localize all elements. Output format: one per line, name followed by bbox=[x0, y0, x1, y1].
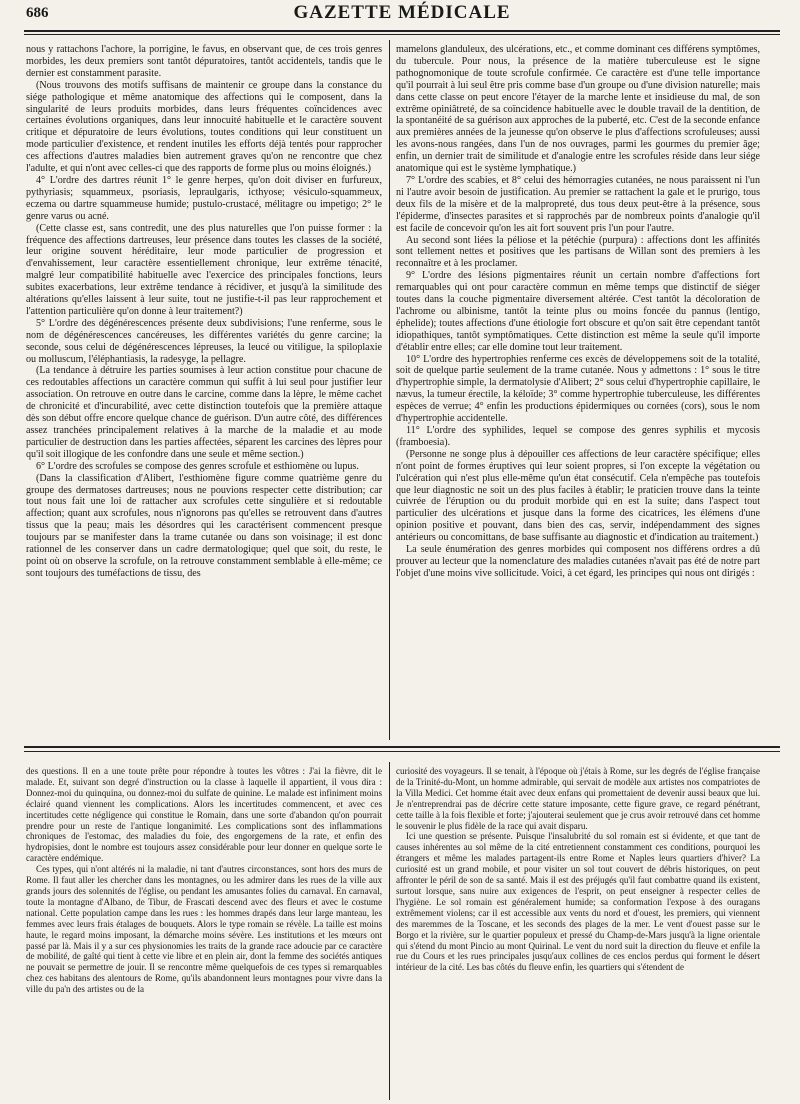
feuilleton-rule bbox=[24, 746, 780, 748]
paragraph: (Personne ne songe plus à dépouiller ces affections de leur caractère spécifique; elles n'ont point de formes éruptives qui leur soient propres, si l'on excepte la végétation ou l'ulcération qui n'est plus elle-même qu'un état consécutif. Cela n'empêche pas toutefois que leur diagnostic ne soit un des plus faciles à établir; le praticien trouve dans la teinte cuivrée de l'éruption ou du produit morbide qui en est la suite; dans l'aspect tout particulier des ulcérations et jusque dans la forme des cicatrices, les élémens d'une opinion positive et pouvant, dans bien des cas, servir, indépendamment des signes antérieurs ou concomittans, de base suffisante au diagnostic et d'indication au traitement.) bbox=[396, 448, 760, 544]
bottom-right-column bbox=[396, 766, 760, 1100]
masthead-title: GAZETTE MÉDICALE bbox=[293, 2, 511, 23]
top-right-column bbox=[396, 44, 760, 736]
paragraph: 11° L'ordre des syphilides, lequel se compose des genres syphilis et mycosis (framboesia). bbox=[396, 425, 760, 448]
paragraph: 4° L'ordre des dartres réunit 1° le genre herpes, qu'on doit diviser en furfureux, pythyriasis; squammeux, psoriasis, lepraulgaris, icthyose; vésiculo-squammeux, eczema ou dartre squammeuse humide; pustulo-crustacé, mélitagre ou impetigo; 2° le genre varus ou acné. bbox=[26, 174, 382, 222]
header-rule bbox=[24, 30, 780, 32]
top-left-column bbox=[26, 44, 382, 736]
paragraph: des questions. Il en a une toute prête pour répondre à toutes les vôtres : J'ai la fièvre, dit le malade. Et, suivant son degré d'instruction ou la classe à laquelle il appartient, il vous dira : Donnez-moi du quinquina, ou donnez-moi du sulfate de quinine. Le malade est infiniment moins éclairé quand viennent les complications. Alors les incertitudes commencent, et avec ces incertitudes cette négligence qui constitue le Romain, dans une sorte d'abandon qu'on pourrait prendre pour un reste de l'antique longanimité. Les complications sont des inflammations chroniques de l'estomac, des maladies du foie, des engorgemens de la rate, et enfin des hydropisies, dont le nombre est toujours assez considérable pour leur donner en quelque sorte le caractère endémique. bbox=[26, 766, 382, 864]
paragraph: La seule énumération des genres morbides qui composent nos différens ordres a dû prouver au lecteur que la nomenclature des maladies cutanées n'avait pas été de notre part l'objet d'une moins vive sollicitude. Voici, à cet égard, les principes qui nous ont dirigés : bbox=[396, 544, 760, 579]
bottom-column-divider bbox=[389, 762, 390, 1100]
top-column-divider bbox=[389, 40, 390, 740]
page-header bbox=[24, 0, 780, 26]
header-rule-thin bbox=[24, 34, 780, 35]
bottom-left-column bbox=[26, 766, 382, 1100]
paragraph: mamelons glanduleux, des ulcérations, etc., et comme dominant ces différens symptômes, du tubercule. Pour nous, la présence de la matière tuberculeuse est le signe pathognomonique de toute scrofule confirmée. Ce caractère est d'une telle importance qu'il pourrait à lui seul être pris comme base d'un groupe ou d'une division naturelle; mais dans cette classe on peut encore l'étayer de la marche lente et insidieuse du mal, de son extrême opiniâtreté, de sa coïncidence habituelle avec le double travail de la dentition, de la spontanéité de sa guérison aux approches de la puberté, etc. C'est de la seconde enfance aux premières années de la jeunesse qu'on observe le plus d'affections scrofuleuses; aussi les avons-nous rangées, dans l'un de nos ouvrages, parmi les gourmes du premier âge; enfin, un dernier trait de similitude et d'analogie entre les scrofules réside dans leur siége anatomique qui est le système lymphatique.) bbox=[396, 44, 760, 175]
paragraph: nous y rattachons l'achore, la porrigine, le favus, en observant que, de ces trois genres morbides, les deux premiers sont tantôt dépuratoires, tantôt accidentels, tandis que le dernier est constamment parasite. bbox=[26, 44, 382, 79]
paragraph: 10° L'ordre des hypertrophies renferme ces excès de développemens soit de la totalité, soit de quelque partie seulement de la trame cutanée. Nous y admettons : 1° sous le titre d'hypertrophie simple, la dermatolysie d'Alibert; 2° sous celui d'hypertrophie capillaire, le nævus, la tumeur érectile, la kéloïde; 3° comme hypertrophie tuberculeuse, les différentes espèces de verrue; 4° enfin les productions épidermiques ou cornées (cors), sous le nom d'hypertrophie accidentelle. bbox=[396, 353, 760, 425]
paragraph: (Cette classe est, sans contredit, une des plus naturelles que l'on puisse former : la fréquence des affections dartreuses, leur présence dans toutes les classes de la société, leur origine souvent héréditaire, leur mode particulier de progression et d'envahissement, leur caractère essentiellement chronique, leur extrême ténacité, malgré leur compatibilité habituelle avec l'exercice des principales fonctions, leurs subites exacerbations, leur extrême tendance à récidiver, et jusqu'à la similitude des altérations qu'elles laissent à leur suite, tout ne justifie-t-il pas leur rapprochement et l'attention particulière qu'on donne à leur traitement?) bbox=[26, 222, 382, 317]
paragraph: 7° L'ordre des scabies, et 8° celui des hémorragies cutanées, ne nous paraissent ni l'un ni l'autre avoir besoin de justification. Au premier se rattachent la gale et le prurigo, tous deux fils de la misère et de la malpropreté, dus tous deux peut-être à la présence, sous l'épiderme, d'insectes parasites et si rapprochés par de nombreux points d'analogie qu'il est facile de concevoir qu'on les ait fort souvent pris l'un pour l'autre. bbox=[396, 174, 760, 234]
paragraph: Ici une question se présente. Puisque l'insalubrité du sol romain est si évidente, et que tant de causes inhérentes au sol même de la cité entretiennent constamment ces conditions, pourquoi les étrangers et même les malades partagent-ils entre Rome et Naples leurs quartiers d'hiver? La curiosité est un grand mobile, et pour visiter un sol tout couvert de débris historiques, on peut affronter le péril de son de sa santé. Mais il est des préjugés qu'il faut combattre quand ils existent, surtout lorsque, sans nuire aux exigences de l'esprit, on peut enseigner à respecter celles de l'hygiène. Le sol romain est généralement humide; sa conformation l'expose à des ouragans extrêmement violens; car il est accessible aux vents du nord et d'ouest, les premiers, qui viennent des maremmes de la Toscane, et les seconds des plages de la mer. Le vent d'ouest passe sur le Borgo et la rivière, sur le quartier populeux et pressé du Champ-de-Mars jusqu'à la ligne orientale qui s'étend du mont Pincio au mont Quirinal. Le vent du nord suit la direction du fleuve et enfile la rue du Cours et les rues principales jusqu'aux collines de ces enclos perdus qui forment le désert intérieur de la cité. Les bas côtés du fleuve enfin, les quartiers qui s'étendent de bbox=[396, 831, 760, 973]
paragraph: 6° L'ordre des scrofules se compose des genres scrofule et esthiomène ou lupus. bbox=[36, 460, 359, 472]
paragraph: (La tendance à détruire les parties soumises à leur action constitue pour chacune de ces redoutables affections un caractère commun qui suffit à lui seul pour justifier leur association. On retrouve en outre dans le carcine, comme dans la lèpre, le même cachet de chronicité et d'incurabilité, avec cette distinction toutefois que la première attaque dès son début offre encore quelque chance de guérison. D'un autre côté, des différences assez tranchées principalement relatives à la marche de la maladie et au mode particulier de destruction dans les parties affectées, séparent les carcines des lèpres pour qu'il soit illogique de les confondre dans une seule et même section.) bbox=[26, 365, 382, 460]
paragraph: curiosité des voyageurs. Il se tenait, à l'époque où j'étais à Rome, sur les degrés de l'église française de la Trinité-du-Mont, un homme admirable, qui servait de modèle aux artistes nos compatriotes de la Villa Medici. Cet homme était avec deux enfans qui promettaient de devenir aussi beaux que lui. Je n'entreprendrai pas de décrire cette stature imposante, cette figure grave, ce regard pénétrant, cette taille à la fois flexible et forte; j'ajouterai seulement que je crus avoir retrouvé dans cet homme le souvenir le plus fidèle de la race qui avait disparu. bbox=[396, 766, 760, 831]
paragraph: 5° L'ordre des dégénérescences présente deux subdivisions; l'une renferme, sous le nom de dégénérescences cancéreuses, les différentes variétés du genre carcine; la seconde, sous celui de dégénérescences lépreuses, la leucé ou vitiligue, la spiloplaxie ou molluscum, l'éléphantiasis, la radesyge, la pellagre. bbox=[26, 317, 382, 365]
paragraph: (Nous trouvons des motifs suffisans de maintenir ce groupe dans la constance du siége pathologique et même anatomique des affections qui le composent, dans la singularité de leurs produits morbides, dans leurs fréquentes coïncidences avec certaines évolutions organiques, dans leur innocuité habituelle et le caractère souvent critique et dépuratoire de leurs évolutions, toutes conditions qui leur constituent un mode particulier d'existence, et rendent inutiles les efforts déjà tentés pour rapprocher ces affections d'autres maladies bien autrement graves qu'on ne rencontre que chez l'adulte, et qui n'ont avec celles-ci que des rapports de forme plus ou moins éloignés.) bbox=[26, 79, 382, 175]
page-number: 686 bbox=[26, 5, 49, 21]
paragraph: Au second sont liées la péliose et la pétéchie (purpura) : affections dont les affinités sont tellement nettes et positives que les partisans de Willan sont des premiers à les reconnaître et à les proclamer. bbox=[396, 234, 760, 270]
paragraph: Ces types, qui n'ont altérés ni la maladie, ni tant d'autres circonstances, sont hors des murs de Rome. Il faut aller les chercher dans les montagnes, ou les admirer dans les rues de la ville aux grands jours des solennités de l'église, ou pendant les amusantes folies du carnaval. En carnaval, toute la montagne d'Albano, de Tibur, de Frascati descend avec des fleurs et avec le costume national. Cette population campe dans les rues : les hommes drapés dans leur large manteau, les femmes avec leurs frais étalages de bouquets. Alors le type romain se révèle. La taille est moins haute, le regard moins imposant, la démarche moins sévère. Les institutions et les mœurs ont passé par là. Mais il y a sur ces physionomies les traits de la grande race adoucie par ce caractère de mobilité, de gaîté qui tient à cette vie libre et en plein air, dont la femme des sociétés antiques ne pouvait se permettre de jouir. Il se rencontre même quelquefois de ces types si remarquables chez ces habitans des alentours de Rome, qu'ils abandonnent leurs montagnes pour vivre dans la ville du pa'n des artistes ou de la bbox=[26, 864, 382, 995]
paragraph: 9° L'ordre des lésions pigmentaires réunit un certain nombre d'affections fort remarquables qui ont pour caractère commun en même temps que distinctif de siéger toutes dans la couche pigmentaire diversement altérée. C'est tantôt la décoloration de l'achrome ou albinisme, tantôt la teinte plus ou moins foncée du pannus (lentigo, éphelide); toutes affections d'une étiologie fort obscure et qu'on sait être cependant tantôt idiopathiques, tantôt symptômatiques. Cette distinction est même la seule qu'il importe d'établir entre elles; car elle domine tout leur traitement. bbox=[396, 270, 760, 353]
feuilleton-rule-thin bbox=[24, 751, 780, 752]
paragraph: (Dans la classification d'Alibert, l'esthiomène figure comme quatrième genre du groupe des dermatoses dartreuses; nous ne pouvions respecter cette distribution; car tout nous fait une loi de rattacher aux scrofules cette singulière et si redoutable affection; quant aux scrofules, nous n'ignorons pas qu'elles se retrouvent dans d'autres tissus que la peau; mais les désordres qui les caractérisent commencent presque toujours par se manifester dans la trame cutanée ou dans son voisinage; il est donc rationnel de les conserver dans un cadre dermatologique; quel que soit, du reste, le point où on observe la scrofule, on la retrouve constamment semblable à elle-même; ce sont toujours des tuméfactions de tissu, des bbox=[26, 472, 382, 579]
